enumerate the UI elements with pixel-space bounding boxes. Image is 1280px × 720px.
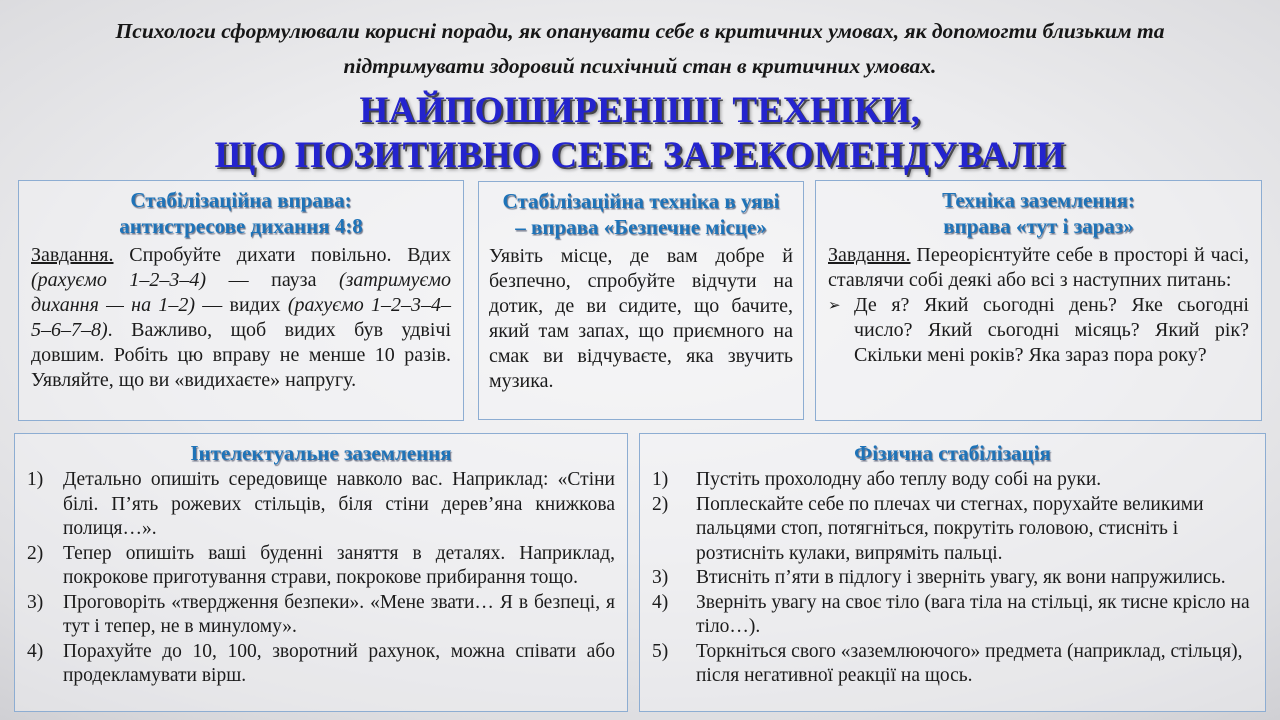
card-safe-place-body: Уявіть місце, де вам добре й безпечно, спробуйте відчути на дотик, де ви сидите, що бачите, який там запах, що приємного на смак ви відчуваєте, яка звучить музика. [489,244,793,392]
list-item-text: Тепер опишіть ваші буденні заняття в деталях. Наприклад, покрокове приготування страви, покрокове прибирання тощо. [63,542,615,589]
list-item [27,640,615,689]
physical-stabilization-list [652,468,1253,689]
list-item [27,542,615,591]
list-item-text: Порахуйте до 10, 100, зворотний рахунок, можна співати або продекламувати вірш. [63,640,615,687]
card-breathing-body [31,243,451,393]
slide-title-line1: НАЙПОШИРЕНІШІ ТЕХНІКИ, [359,90,921,131]
list-item-text: Поплескайте себе по плечах чи стегнах, порухайте великими пальцями стоп, потягніться, покрутіть головою, стисніть і розтисніть кулаки, випряміть пальці. [696,493,1204,564]
list-item [652,493,1253,567]
list-item [27,591,615,640]
list-item-number: 1) [652,469,669,491]
task-label: Завдання. [828,243,911,266]
questions-text: Де я? Який сьогодні день? Яке сьогодні число? Який сьогодні місяць? Який рік? Скільки мені років? Яка зараз пора року? [854,293,1249,366]
card-safe-place-title-line2: – вправа «Безпечне місце» [515,215,767,240]
card-intellectual-title: Інтелектуальне заземлення [190,441,452,465]
card-intellectual-grounding [14,433,628,712]
intro-text: Психологи сформулювали корисні поради, як опанувати себе в критичних умовах, як допомогти близьким та підтримувати здоровий психічний стан в критичних умовах. [115,19,1165,78]
list-item [652,591,1253,640]
list-item [652,468,1253,493]
list-item-text: Торкніться свого «заземлюючого» предмета (наприклад, стільця), після негативної реакції на щось. [696,640,1243,687]
slide-title-line2: ЩО ПОЗИТИВНО СЕБЕ ЗАРЕКОМЕНДУВАЛИ [214,135,1066,177]
slide-title [0,88,1280,178]
card-breathing-title-line1: Стабілізаційна вправа: [130,188,352,212]
body-segment: — видих [195,293,288,316]
body-segment: . Важливо, щоб видих був удвічі довшим. Робіть цю вправу не менше 10 разів. Уявляйте, що ви «видихаєте» напругу. [31,318,451,391]
list-item-number: 4) [652,591,669,613]
list-item-text: Проговоріть «твердження безпеки». «Мене звати… Я в безпеці, я тут і тепер, не в минулому». [63,591,615,638]
card-safe-place-title-line1: Стабілізаційна техніка в уяві [502,189,780,213]
card-here-and-now-title-line2: вправа «тут і зараз» [943,214,1134,239]
intellectual-grounding-list [27,468,615,689]
card-physical-title: Фізична стабілізація [854,441,1051,465]
count-note-pause: (затримуємо дихання — на 1–2) [31,268,451,316]
card-here-and-now-title-line1: Техніка заземлення: [942,188,1135,212]
list-item-text: Втисніть п’яти в підлогу і зверніть увагу, як вони напружились. [696,567,1226,589]
card-breathing-exercise [18,180,464,421]
list-item-number: 2) [27,542,44,564]
list-item-number: 5) [652,640,669,662]
list-item [652,640,1253,689]
card-here-and-now-body [828,243,1249,293]
list-item-text: Детально опишіть середовище навколо вас. Наприклад: «Стіни білі. П’ять рожевих стільців, біля стіни дерев’яна книжкова полиця…». [63,469,615,540]
body-segment: — пауза [206,268,339,291]
card-here-and-now [815,180,1262,421]
list-item [27,468,615,542]
card-breathing-title-line2: антистресове дихання 4:8 [119,214,363,239]
list-item-number: 4) [27,640,44,662]
card-here-and-now-title [828,187,1249,240]
card-safe-place [478,181,804,420]
list-item-number: 1) [27,469,44,491]
card-breathing-title [31,187,451,240]
list-item-number: 3) [652,567,669,589]
list-item [652,566,1253,591]
list-item-text: Зверніть увагу на своє тіло (вага тіла на стільці, як тисне крісло на тіло…). [696,591,1250,638]
list-item-text: Пустіть прохолодну або теплу воду собі на руки. [696,469,1102,491]
questions-bullet [828,293,1249,368]
count-note-inhale: (рахуємо 1–2–3–4) [31,268,207,291]
body-segment: Переорієнтуйте себе в просторі й часі, ставлячи собі деякі або всі з наступних питань: [828,243,1249,291]
card-safe-place-title [489,188,793,241]
body-segment: Спробуйте дихати повільно. Вдих [113,243,451,266]
list-item-number: 3) [27,591,44,613]
list-item-number: 2) [652,493,669,515]
count-note-exhale: (рахуємо 1–2–3–4–5–6–7–8) [31,293,451,341]
card-physical-stabilization [639,433,1266,712]
task-label: Завдання. [31,243,114,266]
arrow-bullet-icon: ➢ [828,295,841,314]
